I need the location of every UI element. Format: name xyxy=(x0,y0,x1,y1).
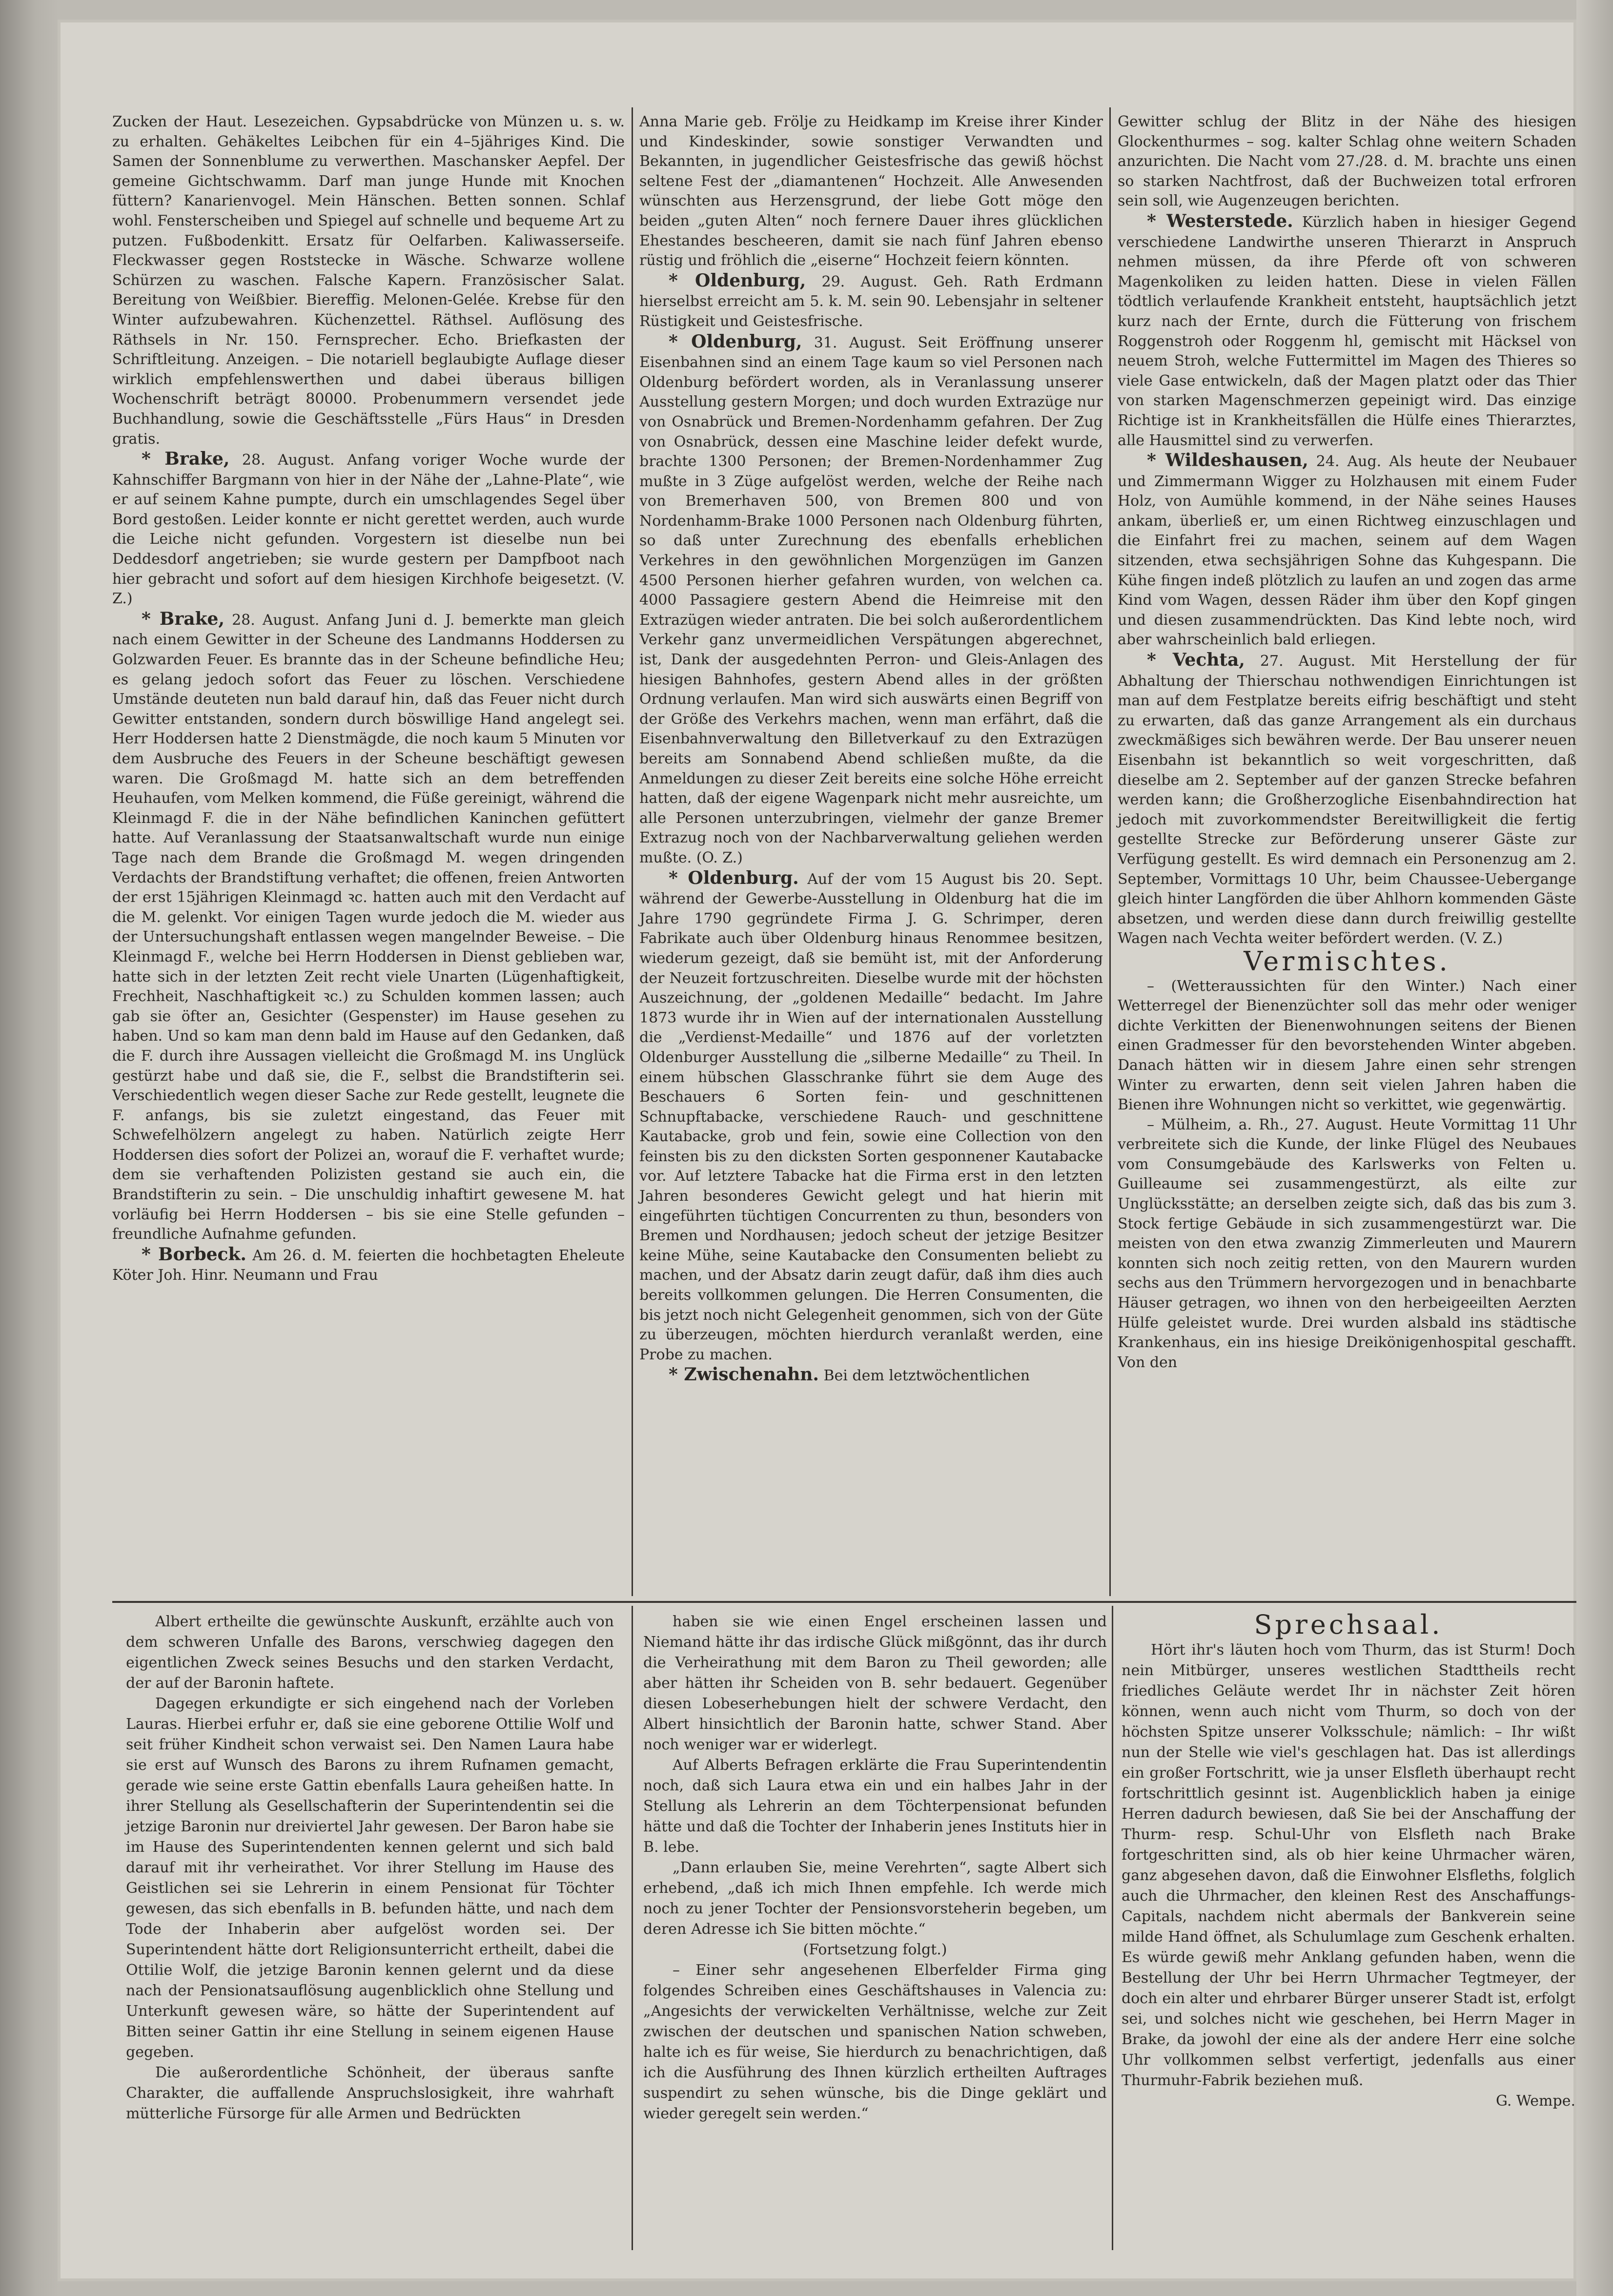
paragraph-text: Dagegen erkundigte er sich eingehend nach der Vorleben Lauras. Hierbei erfuhr er, daß sie eine geborene Ottilie Wolf und seit früher Kindheit schon verwaist sei. Den Namen Laura habe sie erst auf Wunsch des Barons zu ihrem Rufnamen gemacht, gerade wie seine erste Gattin ebenfalls Laura geheißen hatte. In ihrer Stellung als Gesellschafterin der Superintendentin sei die jetzige Baronin nur dreiviertel Jahr gewesen. Der Baron habe sie im Hause des Superintendenten kennen gelernt und sich bald darauf mit ihr verheirathet. Vor ihrer Stellung im Hause des Geistlichen sei sie Lehrerin in einem Pensionat für Töchter gewesen, das sich ebenfalls in B. befunden hätte, und nach dem Tode der Inhaberin aber aufgelöst worden sei. Der Superintendent hätte dort Religionsunterricht ertheilt, dabei die Ottilie Wolf, die jetzige Baronin kennen gelernt und da diese nach der Pensionatsauflösung augenblicklich ohne Stellung und Unterkunft gewesen wäre, so hätte der Superintendent auf Bitten seiner Gattin ihr eine Stellung in seinem eigenen Hause gegeben. xyxy=(126,1695,614,2061)
paragraph-text: – Einer sehr angesehenen Elberfelder Firma ging folgendes Schreiben eines Geschäftshauses in Valencia zu: „Angesichts der verwickelten Verhältnisse, welche zur Zeit zwischen der deutschen und spanischen Nation schweben, halte ich es für weise, Sie hierdurch zu benachrichtigen, daß ich die Ausführung des Ihnen kürzlich ertheilten Auftrages suspendirt zu sehen wünsche, bis die Dinge geklärt und wieder geregelt sein werden.“ xyxy=(643,1962,1107,2122)
dateline: * Brake, xyxy=(142,449,230,470)
paragraph-text: Anna Marie geb. Frölje zu Heidkamp im Kreise ihrer Kinder und Kindeskinder, sowie sonstiger Verwandten und Bekannten, in jugendlicher Geistesfrische das gewiß höchst seltene Fest der „diamantenen“ Hochzeit. Alle Anwesenden wünschten aus Herzensgrund, der liebe Gott möge den beiden „guten Alten“ noch fernere Dauer ihres glücklichen Ehestandes bescheeren, damit sie nach fünf Jahren ebenso rüstig und fröhlich die „eiserne“ Hochzeit feiern könnten. xyxy=(639,113,1103,269)
paragraph-text: 31. August. Seit Eröffnung unserer Eisenbahnen sind an einem Tage kaum so viel Personen nach Oldenburg befördert worden, als in Veranlassung unserer Ausstellung gestern Morgen; und doch wurden Extrazüge nur von Osnabrück und Bremen-Nordenhamm gefahren. Der Zug von Osnabrück, dessen eine Maschine leider defekt wurde, brachte 1300 Personen; der Bremen-Nordenhammer Zug mußte in 3 Züge aufgelöst werden, welche der Reihe nach von Bremerhaven 500, von Bremen 800 und von Nordenhamm-Brake 1000 Personen nach Oldenburg führten, so daß unter Zurechnung des ebenfalls erheblichen Verkehres in den gewöhnlichen Morgenzügen im Ganzen 4500 Personen hierher gefahren wurden, von welchen ca. 4000 Passagiere gestern Abend die Heimreise mit den Extrazügen wieder antraten. Die bei solch außerordentlichem Verkehr ganz unvermeidlichen Verspätungen abgerechnet, ist, Dank der ausgedehnten Perron- und Gleis-Anlagen des hiesigen Bahnhofes, gestern Abend alles in der größten Ordnung verlaufen. Man wird sich auswärts einen Begriff von der Größe des Verkehrs machen, wenn man erfährt, daß die Eisenbahnverwaltung den Billetverkauf zu den Extrazügen bereits am Sonnabend Abend schließen mußte, da die Anmeldungen zu dieser Zeit bereits eine solche Höhe erreicht hatten, daß der eigene Wagenpark nicht mehr ausreichte, um alle Personen unterzubringen, vielmehr der ganze Bremer Extrazug noch von der Nachbarverwaltung geliehen werden mußte. (O. Z.) xyxy=(639,334,1103,866)
article-paragraph xyxy=(1118,650,1576,949)
dateline: * Vechta, xyxy=(1147,650,1245,671)
bottom-column-3 xyxy=(1122,1609,1575,2112)
dateline: * Oldenburg. xyxy=(669,867,799,888)
article-paragraph xyxy=(639,332,1103,868)
article-paragraph xyxy=(112,1245,625,1286)
paragraph-text: Hört ihr's läuten hoch vom Thurm, das ist Sturm! Doch nein Mitbürger, unseres westlichen Stadttheils recht friedliches Geläute werdet Ihr in nächster Zeit hören können, wenn auch nicht vom Thurm, so doch von der höchsten Spitze unserer Volksschule; nämlich: – Ihr wißt nun der Stelle wie viel's geschlagen hat. Das ist allerdings ein großer Fortschritt, wie ja unser Elsfleth überhaupt recht fortschrittlich gesinnt ist. Augenblicklich haben ja einige Herren dadurch bewiesen, daß Sie bei der Anschaffung der Thurm- resp. Schul-Uhr von Elsfleth nach Brake fortgeschritten sind, als ob hier keine Uhrmacher wären, ganz abgesehen davon, daß die Einwohner Elsfleths, folglich auch die Uhrmacher, den kleinen Rest des Anschaffungs-Capitals, nachdem nicht abermals der Bankverein seine milde Hand öffnet, als Schulumlage zum Geschenk erhalten. Es würde gewiß mehr Anklang gefunden haben, wenn die Bestellung der Uhr bei Herrn Uhrmacher Tegtmeyer, der doch ein alter und ehrbarer Bürger unserer Stadt ist, erfolgt sei, und solches nicht wie geschehen, bei Herrn Mager in Brake, da jowohl der eine als der andere Herr eine solche Uhr vollkommen selbst verfertigt, jedenfalls aus einer Thurmuhr-Fabrik beziehen muß. xyxy=(1122,1641,1575,2089)
article-paragraph xyxy=(1118,112,1576,211)
dateline: * Oldenburg, xyxy=(669,331,802,352)
signature: G. Wempe. xyxy=(1495,2092,1575,2110)
paragraph-text: 29. August. Geh. Rath Erdmann hierselbst erreicht am 5. k. M. sein 90. Lebensjahr in seltener Rüstigkeit und Geistesfrische. xyxy=(639,273,1103,330)
paragraph-text: Am 26. d. M. feierten die hochbetagten Eheleute Köter Joh. Hinr. Neumann und Frau xyxy=(112,1247,625,1284)
article-paragraph xyxy=(1118,977,1576,1115)
bottom-column-1 xyxy=(126,1612,614,2124)
paragraph-text: 27. August. Mit Herstellung der für Abhaltung der Thierschau nothwendigen Einrichtungen ist man auf dem Festplatze bereits eifrig beschäftigt und steht zu erwarten, daß das ganze Arrangement als ein durchaus zweckmäßiges sich bewähren werde. Der Bau unserer neuen Eisenbahn ist bekanntlich so weit vorgeschritten, daß dieselbe am 2. September auf der ganzen Strecke befahren werden kann; die Großherzogliche Eisenbahndirection hat jedoch mit zuvorkommendster Bereitwilligkeit die fertig gestellte Strecke zur Beförderung unserer Gäste zur Verfügung gestellt. Es wird demnach ein Personenzug am 2. September, Vormittags 10 Uhr, beim Chaussee-Uebergange gleich hinter Langförden die über Ahlhorn kommenden Gäste absetzen, und werden diese dann durch freiwillig gestellte Wagen nach Vechta weiter befördert werden. (V. Z.) xyxy=(1118,653,1576,947)
article-paragraph xyxy=(639,1365,1103,1386)
top-column-3 xyxy=(1118,112,1576,1373)
dateline: * Brake, xyxy=(142,608,225,629)
section-rule xyxy=(112,1601,1576,1603)
paragraph-text: Auf der vom 15 August bis 20. Sept. während der Gewerbe-Ausstellung in Oldenburg hat die im Jahre 1790 gegründete Firma J. G. Schrimper, deren Fabrikate auch über Oldenburg hinaus Renommee besitzen, wiederum gezeigt, daß sie bemüht ist, mit der Anforderung der Neuzeit fortzuschreiten. Dieselbe wurde mit der höchsten Auszeichnung, der „goldenen Medaille“ bedacht. Im Jahre 1873 wurde ihr in Wien auf der internationalen Ausstellung die „Verdienst-Medaille“ und 1876 auf der vorletzten Oldenburger Ausstellung die „silberne Medaille“ zu Theil. In einem hübschen Glasschranke führt sie dem Auge des Beschauers 6 Sorten fein- und geschnittenen Schnupftabacke, verschiedene Rauch- und geschnittene Kautabacke, grob und fein, sowie eine Collection von den feinsten bis zu den dicksten Sorten gesponnener Kautabacke vor. Auf letztere Tabacke hat die Firma erst in den letzten Jahren besonderes Gewicht gelegt und hat hierin mit eingeführten tüchtigen Concurrenten zu thun, besonders von Bremen und Nordhausen; jedoch scheut der jetzige Besitzer keine Mühe, seine Kautabacke den Consumenten beliebt zu machen, und der Absatz darin zeugt dafür, daß ihm dies auch bereits vollkommen gelungen. Die Herren Consumenten, die bis jetzt noch nicht Gelegenheit genommen, sich von der Güte zu überzeugen, möchten hierdurch veranlaßt werden, eine Probe zu machen. xyxy=(639,870,1103,1363)
dateline: * Oldenburg, xyxy=(669,270,806,291)
paragraph-text: – Mülheim, a. Rh., 27. August. Heute Vormittag 11 Uhr verbreitete sich die Kunde, der linke Flügel des Neubaues vom Consumgebäude des Karlswerks von Felten u. Guilleaume sei zusammengestürzt, als eilte zur Unglücksstätte; an derselben zeigte sich, daß das bis zum 3. Stock fertige Gebäude in sich zusammengestürzt war. Die meisten von den etwa zwanzig Zimmerleuten und Maurern konnten sich noch zeitig retten, von den Maurern wurden sechs aus den Trümmern hervorgezogen und in benachbarte Häuser getragen, wo ihnen von den herbeigeeilten Aerzten Hülfe geleistet wurde. Drei wurden alsbald ins städtische Krankenhaus, ein ins hiesige Dreikönigenhospital geschafft. Von den xyxy=(1118,1116,1576,1371)
article-paragraph xyxy=(643,1960,1107,2124)
article-paragraph xyxy=(1118,451,1576,650)
column-rule xyxy=(1112,1606,1113,2250)
article-paragraph xyxy=(126,2063,614,2124)
paragraph-text: Auf Alberts Befragen erklärte die Frau Superintendentin noch, daß sich Laura etwa ein und ein halbes Jahr in der Stellung als Lehrerin an dem Töchterpensionat befunden hätte und daß die Tochter der Inhaberin jenes Instituts hier in B. lebe. xyxy=(643,1757,1107,1856)
dateline: * Wildeshausen, xyxy=(1147,450,1308,471)
column-rule xyxy=(1109,107,1111,1596)
dateline: * Westerstede. xyxy=(1147,210,1293,231)
column-rule xyxy=(632,107,633,1596)
top-column-1 xyxy=(112,112,625,1286)
dateline: * Zwischenahn. xyxy=(669,1364,819,1385)
article-paragraph xyxy=(1122,1640,1575,2091)
bottom-column-2 xyxy=(643,1612,1107,2124)
paragraph-text: haben sie wie einen Engel erscheinen lassen und Niemand hätte ihr das irdische Glück mißgönnt, das ihr durch die Verheirathung mit dem Baron zu Theil geworden; alle aber hätten ihr Scheiden von B. sehr bedauert. Gegenüber diesen Lobeserhebungen hielt der schwere Verdacht, den Albert hinsichtlich der Baronin hatte, schwer Stand. Aber noch weniger war er widerlegt. xyxy=(643,1613,1107,1753)
paragraph-text: Albert ertheilte die gewünschte Auskunft, erzählte auch von dem schweren Unfalle des Barons, verschwieg dagegen den eigentlichen Zweck seines Besuchs und den starken Verdacht, der auf der Baronin haftete. xyxy=(126,1613,614,1692)
article-paragraph xyxy=(1118,211,1576,451)
article-paragraph xyxy=(639,271,1103,332)
top-column-2 xyxy=(639,112,1103,1386)
article-paragraph xyxy=(112,112,625,449)
page-edge xyxy=(1576,0,1613,2296)
article-paragraph xyxy=(643,1755,1107,1858)
binding-shadow xyxy=(0,0,59,2296)
paragraph-text: 24. Aug. Als heute der Neubauer und Zimmermann Wigger zu Holzhausen mit einem Fuder Holz, von Aumühle kommend, in der Nähe seines Hauses ankam, überließ er, um einen Richtweg einzuschlagen und die Einfahrt frei zu machen, seinem auf dem Wagen sitzenden, etwa sechsjährigen Sohne das Kuhgespann. Die Kühe fingen indeß plötzlich zu laufen an und zogen das arme Kind vom Wagen, dessen Räder ihm über den Kopf gingen und diesen zusammendrückten. Das Kind lebte noch, wird aber wahrscheinlich bald erliegen. xyxy=(1118,453,1577,649)
paragraph-text: Kürzlich haben in hiesiger Gegend verschiedene Landwirthe unseren Thierarzt in Anspruch nehmen müssen, da ihre Pferde oft von schweren Magenkoliken zu leiden hatten. Diese in vielen Fällen tödtlich verlaufende Krankheit entsteht, hauptsächlich jetzt kurz nach der Ernte, durch die Fütterung von frischem Roggenstroh oder Roggenm hl, gemischt mit Häcksel von neuem Stroh, welche Futtermittel im Magen des Thieres so viele Gase entwickeln, daß der Magen platzt oder das Thier von starken Magenschmerzen gepeinigt wird. Das einzige Richtige ist in Krankheitsfällen die Hülfe eines Thierarztes, alle Hausmittel sind zu verwerfen. xyxy=(1118,213,1576,449)
article-paragraph xyxy=(126,1612,614,1694)
paragraph-text: – (Wetteraussichten für den Winter.) Nach einer Wetterregel der Bienenzüchter soll das mehr oder weniger dichte Verkitten der Bienenwohnungen seitens der Bienen einen Gradmesser für den bevorstehenden Winter abgeben. Danach hätten wir in diesem Jahre einen sehr strengen Winter zu erwarten, denn seit vielen Jahren haben die Bienen ihre Wohnungen nicht so verkittet, wie gegenwärtig. xyxy=(1118,977,1576,1114)
paragraph-text: Gewitter schlug der Blitz in der Nähe des hiesigen Glockenthurmes – sog. kalter Schlag ohne weitern Schaden anzurichten. Die Nacht vom 27./28. d. M. brachte uns einen so starken Nachtfrost, daß der Buchweizen total erfroren sein soll, wie Augenzeugen berichten. xyxy=(1118,113,1576,210)
section-heading: Sprechsaal. xyxy=(1254,1609,1443,1640)
article-paragraph xyxy=(1118,1115,1576,1373)
section-heading: Vermischtes. xyxy=(1244,945,1450,977)
paragraph-text: 28. August. Anfang Juni d. J. bemerkte man gleich nach einem Gewitter in der Scheune des Landmanns Hoddersen zu Golzwarden Feuer. Es brannte das in der Scheune befindliche Heu; es gelang jedoch sofort das Feuer zu löschen. Verschiedene Umstände deuteten nun bald darauf hin, daß das Feuer nicht durch Gewitter entstanden, sondern durch böswillige Hand angelegt sei. Herr Hoddersen hatte 2 Dienstmägde, die noch kaum 5 Minuten vor dem Ausbruche des Feuers in der Scheune beschäftigt gewesen waren. Die Großmagd M. hatte sich an dem betreffenden Heuhaufen, vom Melken kommend, die Füße gereinigt, während die Kleinmagd F. die in der Nähe befindlichen Kaninchen gefüttert hatte. Auf Veranlassung der Staatsanwaltschaft wurde nun einige Tage nach dem Brande die Großmagd M. wegen dringenden Verdachts der Brandstiftung verhaftet; die offenen, freien Antworten der erst 15jährigen Kleinmagd ꝛc. hatten auch mit den Verdacht auf die M. gelenkt. Vor einigen Tagen wurde jedoch die M. wieder aus der Untersuchungshaft entlassen wegen mangelnder Beweise. – Die Kleinmagd F., welche bei Herrn Hoddersen in Dienst geblieben war, hatte sich in der letzten Zeit recht viele Unarten (Lügenhaftigkeit, Frechheit, Naschhaftigkeit ꝛc.) zu Schulden kommen lassen; auch gab sie öfter an, Gesichter (Gespenster) im Hause gesehen zu haben. Und so kam man denn bald im Hause auf den Gedanken, daß die F. durch ihre Aussagen vielleicht die Großmagd M. ins Unglück gestürzt habe und daß sie, die F., selbst die Brandstifterin sei. Verschiedentlich wegen dieser Sache zur Rede gestellt, leugnete die F. anfangs, bis sie zuletzt eingestand, das Feuer mit Schwefelhölzern angelegt zu haben. Natürlich zeigte Herr Hoddersen dies sofort der Polizei an, worauf die F. verhaftet wurde; dem sie verhaftenden Polizisten gestand sie auch ein, die Brandstifterin zu sein. – Die unschuldig inhaftirt gewesene M. hat vorläufig bei Herrn Hoddersen – bis sie eine Stelle gefunden – freundliche Aufnahme gefunden. xyxy=(112,611,625,1243)
continuation-note: (Fortsetzung folgt.) xyxy=(803,1941,947,1958)
article-paragraph xyxy=(112,449,625,609)
article-paragraph xyxy=(126,1694,614,2063)
paragraph-text: Die außerordentliche Schönheit, der überaus sanfte Charakter, die auffallende Anspruchslosigkeit, ihre wahrhaft mütterliche Fürsorge für alle Armen und Bedrückten xyxy=(126,2064,614,2122)
column-rule xyxy=(632,1606,633,2250)
article-paragraph xyxy=(112,609,625,1245)
article-paragraph xyxy=(643,1858,1107,1940)
paragraph-text: Bei dem letztwöchentlichen xyxy=(823,1367,1030,1385)
article-paragraph xyxy=(639,112,1103,271)
paragraph-text: „Dann erlauben Sie, meine Verehrten“, sagte Albert sich erhebend, „daß ich mich Ihnen empfehle. Ich werde mich noch zu jener Tochter der Pensionsvorsteherin begeben, um deren Adresse ich Sie bitten möchte.“ xyxy=(643,1859,1107,1938)
article-paragraph xyxy=(643,1612,1107,1755)
dateline: * Borbeck. xyxy=(142,1244,246,1265)
paragraph-text: Zucken der Haut. Lesezeichen. Gypsabdrücke von Münzen u. s. w. zu erhalten. Gehäkeltes Leibchen für ein 4–5jähriges Kind. Die Samen der Sonnenblume zu verwerthen. Maschansker Aepfel. Der gemeine Gichtschwamm. Darf man junge Hunde mit Knochen füttern? Kanarienvogel. Mein Hänschen. Betten sonnen. Schlaf wohl. Fensterscheiben und Spiegel auf schnelle und bequeme Art zu putzen. Fußbodenkitt. Ersatz für Oelfarben. Kaliwasserseife. Fleckwasser gegen Roststecke in Wäsche. Schwarze wollene Schürzen zu waschen. Falsche Kapern. Französischer Salat. Bereitung von Weißbier. Biereffig. Melonen-Gelée. Krebse für den Winter aufzubewahren. Küchenzettel. Räthsel. Auflösung des Räthsels in Nr. 150. Fernsprecher. Echo. Briefkasten der Schriftleitung. Anzeigen. – Die notariell beglaubigte Auflage dieser wirklich empfehlenswerthen und dabei überaus billigen Wochenschrift beträgt 80000. Probenummern versendet jede Buchhandlung, sowie die Geschäftsstelle „Fürs Haus“ in Dresden gratis. xyxy=(112,113,625,448)
article-paragraph xyxy=(639,868,1103,1365)
paragraph-text: 28. August. Anfang voriger Woche wurde der Kahnschiffer Bargmann von hier in der Nähe der „Lahne-Plate“, wie er auf seinem Kahne pumpte, durch ein umschlagendes Segel über Bord gestoßen. Leider konnte er nicht gerettet werden, auch wurde die Leiche nicht gefunden. Vorgestern ist dieselbe nun bei Deddesdorf angetrieben; sie wurde gestern per Dampfboot nach hier gebracht und sofort auf dem hiesigen Kirchhofe beigesetzt. (V. Z.) xyxy=(112,451,625,608)
newspaper-page xyxy=(58,20,1576,2281)
